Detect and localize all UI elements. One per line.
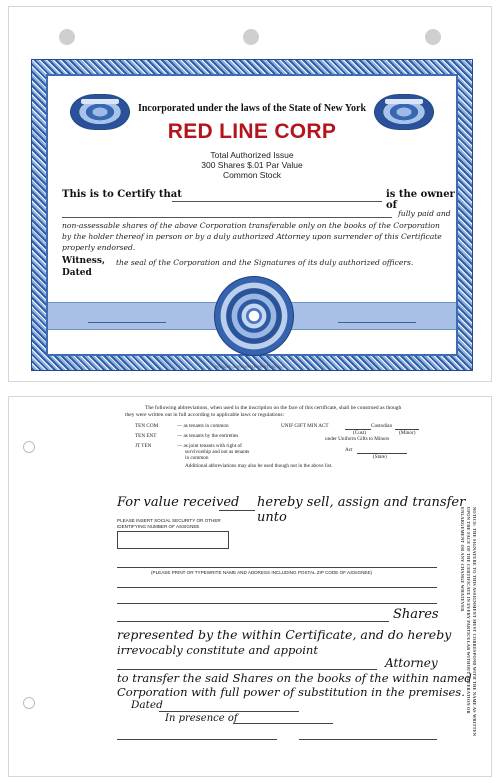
represented-text: represented by the within Certificate, and do hereby	[117, 627, 452, 642]
unif-gift-min-act: UNIF GIFT MIN ACT	[281, 423, 329, 429]
certify-label: This is to Certify that	[62, 189, 182, 200]
certificate-back	[8, 396, 492, 777]
certificate-body	[46, 74, 458, 356]
abbr-intro-2: they were written out in full according to applicable laws or regulations:	[125, 412, 284, 418]
ten-com: TEN COM	[135, 423, 159, 429]
shares-par-value: 300 Shares $.01 Par Value	[201, 160, 303, 170]
witness-text: the seal of the Corporation and the Signatures of its duly authorized officers.	[116, 258, 414, 267]
attorney-line[interactable]	[117, 669, 377, 670]
cust-label: (Cust)	[353, 430, 366, 436]
body-text-line1: non-assessable shares of the above Corporation transferable only on the books of the Corporation	[62, 221, 440, 230]
binder-hole	[23, 441, 35, 453]
assignee-line-3[interactable]	[117, 603, 437, 604]
ssn-note-1: PLEASE INSERT SOCIAL SECURITY OR OTHER	[117, 518, 221, 523]
ten-com-desc: — as tenants in common	[177, 423, 229, 429]
hereby-sell: hereby sell, assign and transfer unto	[257, 495, 466, 525]
binder-hole	[23, 697, 35, 709]
ten-ent-desc: — as tenants by the entireties	[177, 433, 239, 439]
additional-abbr: Additional abbreviations may also be used though not in the above list.	[185, 463, 333, 469]
print-name-note: (PLEASE PRINT OR TYPEWRITE NAME AND ADDRESS INCLUDING POSTAL ZIP CODE OF ASSIGNEE)	[151, 570, 373, 575]
incorporation-line: Incorporated under the laws of the State of New York	[137, 103, 367, 114]
custodian-label: Custodian	[371, 423, 393, 429]
fully-paid-text: fully paid and	[398, 209, 451, 218]
dated-label: Dated	[62, 268, 92, 278]
assignee-line-2[interactable]	[117, 587, 437, 588]
abbr-intro-1: The following abbreviations, when used in the inscription on the face of this certificate, shall be construed as though	[145, 405, 402, 411]
jt-ten: JT TEN	[135, 443, 152, 449]
corporation-name: RED LINE CORP	[167, 120, 337, 143]
holder-name-line[interactable]	[172, 201, 382, 202]
binder-hole	[243, 29, 259, 45]
printer-imprint: PRECISE CORPORATE PRINTING, N.Y.	[214, 365, 286, 369]
ssn-note-2: IDENTIFYING NUMBER OF ASSIGNEE	[117, 524, 200, 529]
signature-line-right[interactable]	[338, 322, 416, 323]
body-text-line2: by the holder thereof in person or by a duly authorized Attorney upon surrender of this Certificate	[62, 232, 442, 241]
presence-label: In presence of	[165, 713, 238, 724]
minor-label: (Minor)	[399, 430, 416, 436]
dated-label-back: Dated	[131, 699, 163, 711]
shares-count-line[interactable]	[62, 217, 392, 218]
authorized-issue: Total Authorized Issue	[210, 150, 294, 160]
binder-hole	[59, 29, 75, 45]
assignee-line-1[interactable]	[117, 567, 437, 568]
state-label: (State)	[373, 454, 387, 460]
attorney-label: Attorney	[385, 656, 438, 670]
presence-line[interactable]	[233, 723, 333, 724]
ssn-box[interactable]	[117, 531, 229, 549]
for-value-received: For value received	[117, 495, 240, 510]
transfer-text-2: Corporation with full power of substitution in the premises.	[117, 685, 465, 699]
witness-label: Witness,	[62, 256, 106, 266]
shares-label: Shares	[393, 607, 439, 622]
signature-line-left[interactable]	[88, 322, 166, 323]
witness-line-back[interactable]	[117, 739, 277, 740]
act-label: Act	[345, 447, 353, 453]
for-value-line[interactable]	[219, 510, 255, 511]
jt-ten-desc-3: in common	[185, 455, 209, 461]
transfer-text-1: to transfer the said Shares on the books of the within named	[117, 671, 472, 685]
binder-hole	[425, 29, 441, 45]
ten-ent: TEN ENT	[135, 433, 157, 439]
jt-ten-desc-2: survivorship and not as tenants	[185, 449, 250, 455]
notice-vertical: NOTICE: THE SIGNATURE TO THIS ASSIGNMENT MUST CORRESPOND WITH THE NAME AS WRITTEN UPON THE FACE OF THE CERTIFICATE IN EVERY PARTICULAR WITHOUT ALTERATION OR ENLARGEMENT OR ANY CHANGE WHATEVER	[460, 507, 477, 737]
corporate-seal	[214, 276, 294, 356]
stock-class: Common Stock	[222, 170, 282, 180]
owner-label: is the owner of	[386, 189, 455, 211]
body-text-line3: properly endorsed.	[62, 243, 136, 252]
dated-line[interactable]	[159, 711, 299, 712]
shares-line[interactable]	[117, 621, 389, 622]
certificate-front	[8, 6, 492, 382]
jt-ten-desc-1: — as joint tenants with right of	[177, 443, 242, 449]
irrevocably-text: irrevocably constitute and appoint	[117, 643, 318, 657]
certificate-border	[31, 59, 473, 371]
signature-line-back[interactable]	[299, 739, 437, 740]
under-uniform-gifts: under Uniform Gifts to Minors	[325, 436, 390, 442]
